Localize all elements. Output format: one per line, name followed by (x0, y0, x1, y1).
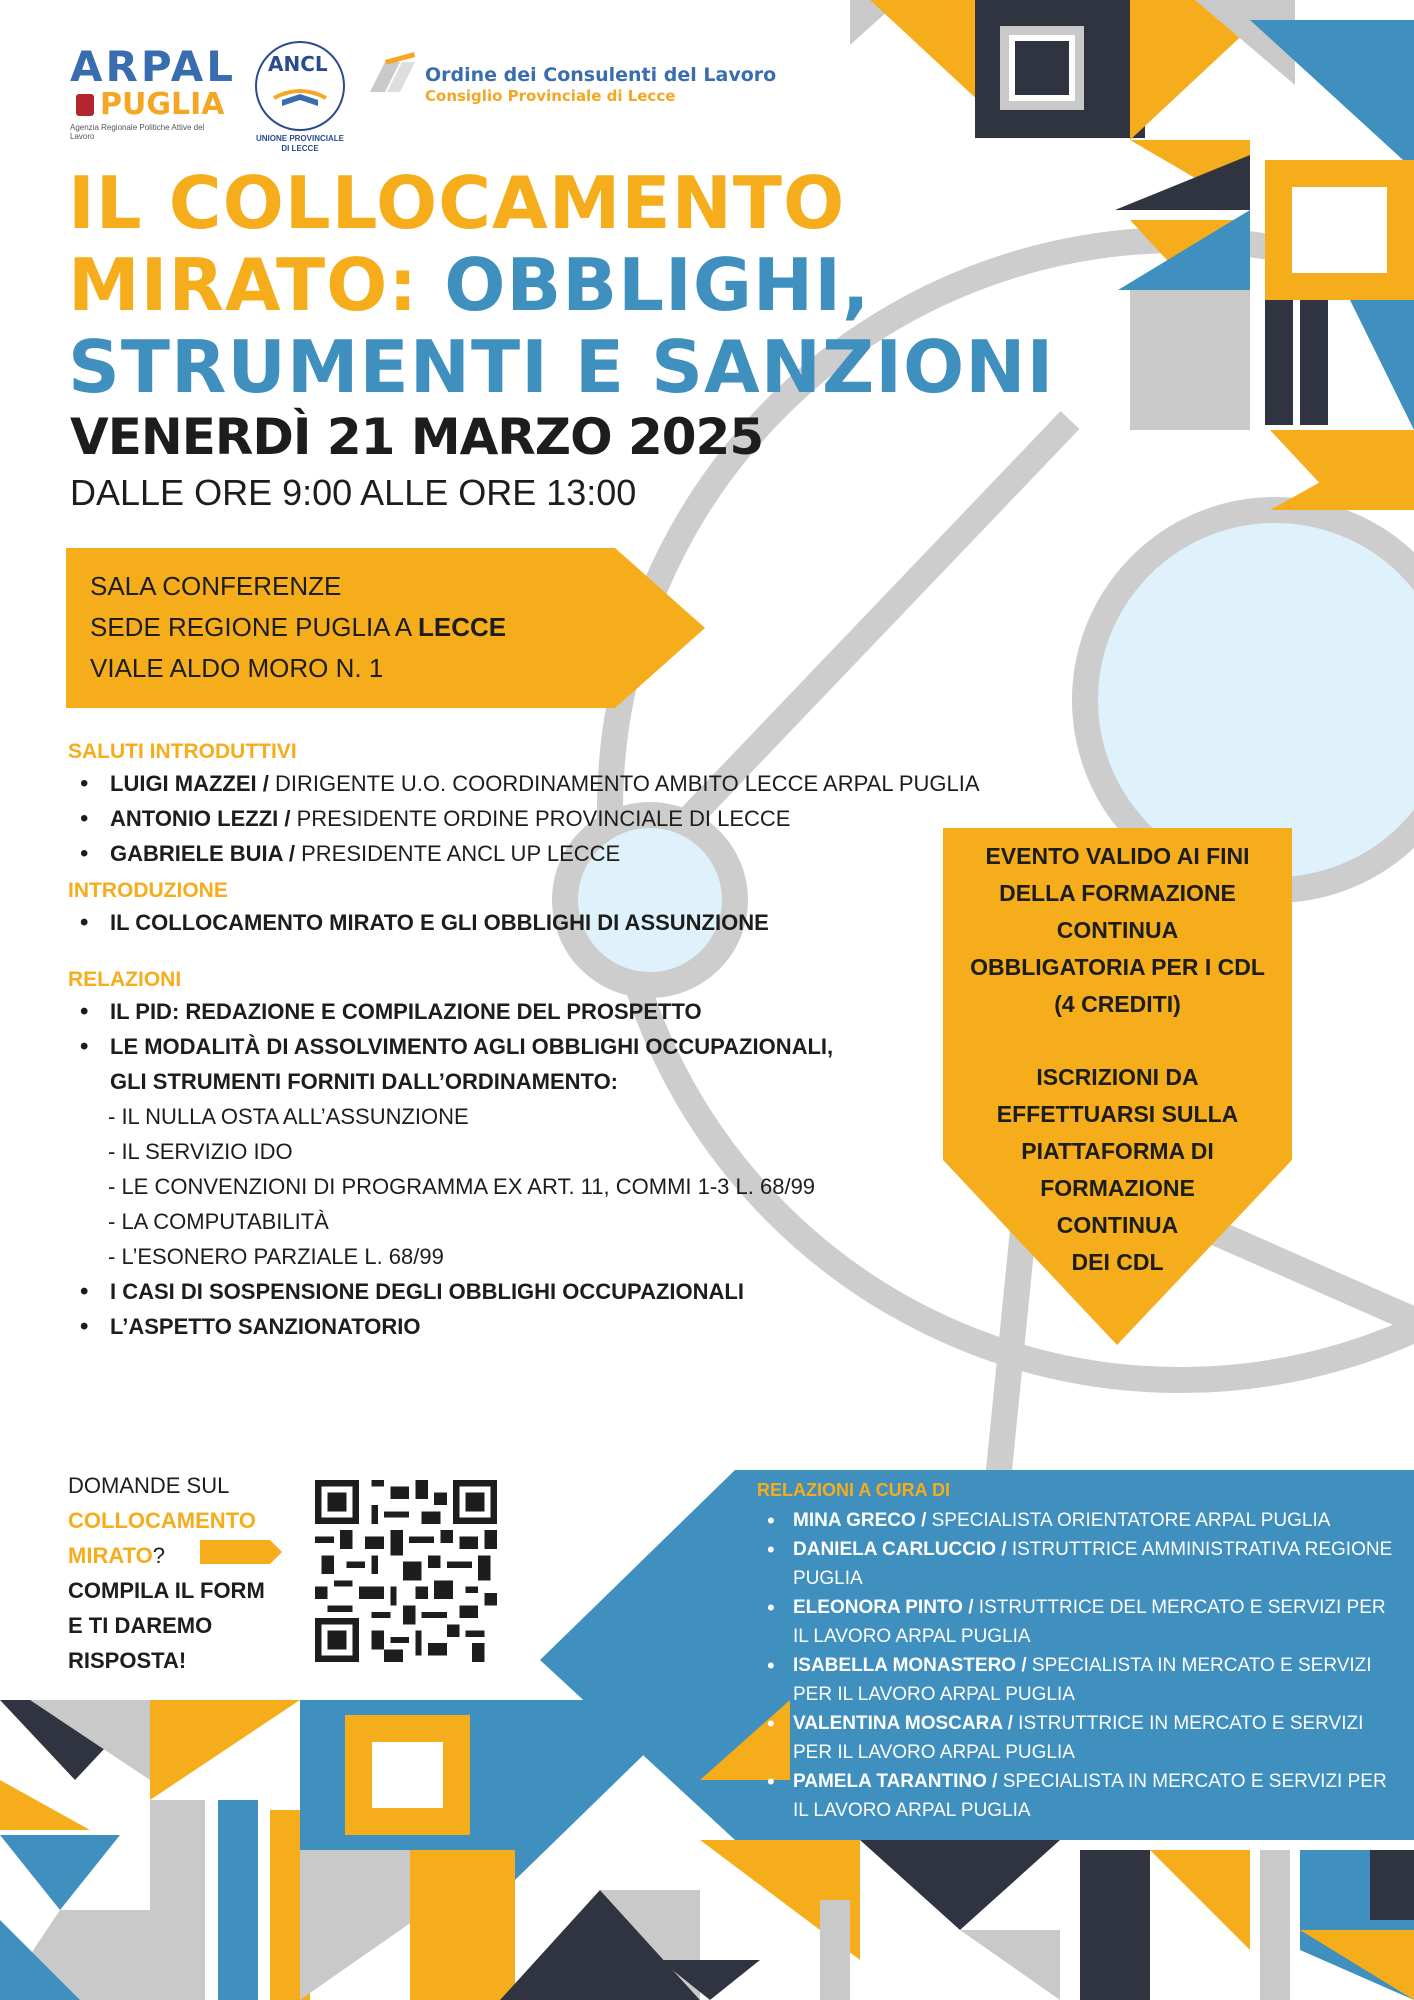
ordine-title: Ordine dei Consulenti del Lavoro (425, 64, 777, 86)
sub-item: - LA COMPUTABILITÀ (108, 1209, 329, 1234)
registration-line: DEI CDL (1071, 1249, 1164, 1275)
title-line-1: IL COLLOCAMENTO (68, 161, 846, 245)
registration-line: FORMAZIONE (1040, 1175, 1195, 1201)
relazioni-list-end (68, 1274, 1068, 1344)
speaker-name: ANTONIO LEZZI / (110, 806, 291, 831)
speaker-name: MINA GRECO / (793, 1510, 927, 1531)
registration-line: EFFETTUARSI SULLA (996, 1101, 1239, 1127)
registration-line: PIATTAFORMA DI (1021, 1138, 1214, 1164)
questions-line: COMPILA IL FORM (68, 1578, 265, 1603)
title-line-2b: OBBLIGHI, (444, 243, 871, 327)
speaker-role: ISTRUTTRICE DEL MERCATO E SERVIZI PER IL LAVORO ARPAL PUGLIA (793, 1597, 1386, 1647)
speaker-name: DANIELA CARLUCCIO / (793, 1539, 1007, 1560)
list-item (68, 836, 1068, 871)
list-item (757, 1506, 1397, 1535)
list-item (757, 1709, 1397, 1767)
ancl-sub-line1: UNIONE PROVINCIALE (255, 134, 344, 143)
list-item-line: GLI STRUMENTI FORNITI DALL’ORDINAMENTO: (110, 1069, 619, 1094)
relazioni-heading: RELAZIONI (68, 968, 182, 991)
relatori-heading: RELAZIONI A CURA DI (757, 1480, 950, 1500)
event-time: DALLE ORE 9:00 ALLE ORE 13:00 (70, 472, 637, 513)
ordine-subtitle: Consiglio Provinciale di Lecce (425, 87, 676, 105)
event-title (68, 162, 1054, 408)
questions-mark: ? (152, 1543, 165, 1568)
questions-highlight: MIRATO (68, 1543, 153, 1568)
speaker-name: ELEONORA PINTO / (793, 1597, 974, 1618)
speaker-role: ISTRUTTRICE IN MERCATO E SERVIZI PER IL LAVORO ARPAL PUGLIA (793, 1713, 1364, 1763)
venue-info (90, 566, 506, 689)
list-item (68, 1029, 1068, 1099)
questions-line: DOMANDE SUL (68, 1473, 230, 1498)
puglia-crest-icon (76, 94, 94, 116)
speaker-name: ISABELLA MONASTERO / (793, 1655, 1027, 1676)
introduzione-heading: INTRODUZIONE (68, 879, 228, 902)
venue-line-2 (90, 607, 506, 648)
speaker-name: GABRIELE BUIA / (110, 841, 295, 866)
title-line-2a: MIRATO: (68, 243, 445, 327)
relazioni-list (68, 994, 1068, 1099)
registration-line: CONTINUA (1056, 1212, 1179, 1238)
list-item: • IL COLLOCAMENTO MIRATO E GLI OBBLIGHI DI ASSUNZIONE (68, 905, 1068, 940)
speaker-role: PRESIDENTE ORDINE PROVINCIALE DI LECCE (290, 806, 791, 831)
arpal-logo-subtitle: Agenzia Regionale Politiche Attive del Lavoro (70, 123, 205, 141)
questions-callout (68, 1468, 265, 1678)
speaker-name: PAMELA TARANTINO / (793, 1771, 998, 1792)
relazioni-sublist (68, 1099, 1068, 1274)
speaker-role: DIRIGENTE U.O. COORDINAMENTO AMBITO LECCE ARPAL PUGLIA (268, 771, 980, 796)
ancl-sub-line2: DI LECCE (281, 144, 319, 153)
speaker-name: VALENTINA MOSCARA / (793, 1713, 1013, 1734)
list-item: • I CASI DI SOSPENSIONE DEGLI OBBLIGHI OCCUPAZIONALI (68, 1274, 1068, 1309)
speaker-role: SPECIALISTA IN MERCATO E SERVIZI PER IL LAVORO ARPAL PUGLIA (793, 1771, 1387, 1821)
book-icon (282, 94, 318, 106)
list-item: • IL PID: REDAZIONE E COMPILAZIONE DEL PROSPETTO (68, 994, 1068, 1029)
speaker-role: SPECIALISTA ORIENTATORE ARPAL PUGLIA (926, 1510, 1331, 1531)
credits-box (945, 838, 1290, 1281)
saluti-heading: SALUTI INTRODUTTIVI (68, 740, 297, 763)
venue-city: LECCE (418, 612, 507, 642)
ancl-logo-text: ANCL (268, 52, 328, 76)
venue-line-2-prefix: SEDE REGIONE PUGLIA A (90, 612, 419, 642)
venue-line-3: VIALE ALDO MORO N. 1 (90, 653, 384, 683)
list-item (757, 1593, 1397, 1651)
sub-item: - IL SERVIZIO IDO (108, 1139, 293, 1164)
list-item (757, 1535, 1397, 1593)
list-item (757, 1767, 1397, 1825)
title-line-2 (68, 244, 1054, 326)
introduzione-list (68, 905, 1068, 940)
list-item (757, 1651, 1397, 1709)
arpal-logo-puglia: PUGLIA (100, 87, 225, 122)
speaker-role: ISTRUTTRICE AMMINISTRATIVA REGIONE PUGLIA (793, 1539, 1393, 1589)
questions-line: RISPOSTA! (68, 1648, 187, 1673)
venue-line-1: SALA CONFERENZE (90, 571, 342, 601)
event-date: VENERDÌ 21 MARZO 2025 (70, 408, 764, 466)
sub-item: - IL NULLA OSTA ALL’ASSUNZIONE (108, 1104, 469, 1129)
credits-line: (4 CREDITI) (1054, 991, 1181, 1017)
credits-line: DELLA FORMAZIONE (999, 880, 1236, 906)
speaker-name: LUIGI MAZZEI / (110, 771, 269, 796)
title-line-3: STRUMENTI E SANZIONI (68, 325, 1055, 409)
registration-line: ISCRIZIONI DA (1036, 1064, 1199, 1090)
list-item-line: LE MODALITÀ DI ASSOLVIMENTO AGLI OBBLIGHI OCCUPAZIONALI, (110, 1034, 834, 1059)
credits-line: CONTINUA (1056, 917, 1179, 943)
questions-line: E TI DAREMO (68, 1613, 213, 1638)
credits-line: OBBLIGATORIA PER I CDL (970, 954, 1265, 980)
relatori-list (757, 1506, 1397, 1825)
list-item (68, 801, 1068, 836)
qr-code[interactable] (315, 1480, 497, 1662)
arpal-logo-text: ARPAL (70, 42, 237, 91)
list-item: • L’ASPETTO SANZIONATORIO (68, 1309, 1068, 1344)
questions-highlight: COLLOCAMENTO (68, 1508, 256, 1533)
sub-item: - L’ESONERO PARZIALE L. 68/99 (108, 1244, 444, 1269)
speaker-role: SPECIALISTA IN MERCATO E SERVIZI PER IL LAVORO ARPAL PUGLIA (793, 1655, 1372, 1705)
ordine-logo-icon (365, 52, 420, 102)
saluti-list (68, 766, 1068, 871)
programme (68, 740, 1068, 1344)
sub-item: - LE CONVENZIONI DI PROGRAMMA EX ART. 11, COMMI 1-3 L. 68/99 (108, 1174, 816, 1199)
list-item (68, 766, 1068, 801)
arpal-logo (70, 42, 237, 141)
speaker-role: PRESIDENTE ANCL UP LECCE (294, 841, 621, 866)
credits-line: EVENTO VALIDO AI FINI (985, 843, 1250, 869)
ancl-logo-subtitle (250, 134, 350, 154)
